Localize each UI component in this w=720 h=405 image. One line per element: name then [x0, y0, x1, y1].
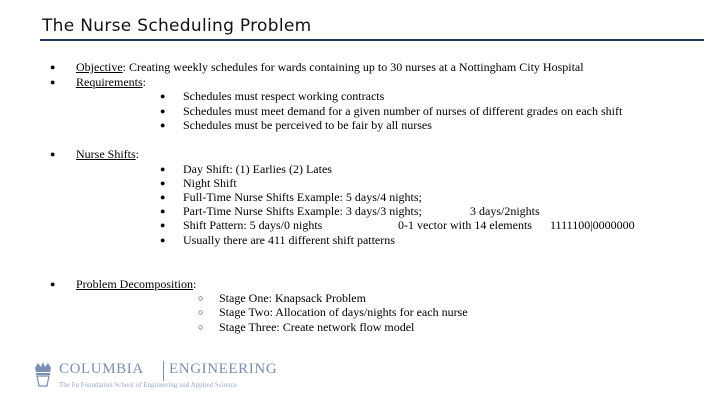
requirements-label: Requirements [76, 75, 143, 89]
bullet-icon: ● [160, 192, 166, 202]
decomposition-item: Stage Two: Allocation of days/nights for each nurse [219, 305, 468, 319]
logo-columbia: COLUMBIA [59, 361, 144, 377]
pattern-example: 1111100|0000000 [550, 218, 635, 232]
objective-text: : Creating weekly schedules for wards containing up to 30 nurses at a Nottingham City Hospital [122, 60, 584, 74]
logo-subtitle: The Fu Foundation School of Engineering and Applied Science [59, 381, 237, 389]
slide-title: The Nurse Scheduling Problem [42, 16, 312, 36]
hollow-bullet-icon: ○ [198, 307, 204, 317]
crown-crest-icon [33, 360, 53, 388]
shift-item: Part-Time Nurse Shifts Example: 3 days/3 nights; [183, 204, 422, 218]
bullet-icon: ● [160, 91, 166, 101]
decomposition-heading: Problem Decomposition: [76, 277, 197, 291]
logo-divider [163, 361, 164, 381]
columbia-engineering-logo [33, 358, 278, 394]
nurse-shifts-heading: Nurse Shifts: [76, 147, 140, 161]
requirements-heading: Requirements: [76, 75, 146, 89]
bullet-icon: ● [160, 220, 166, 230]
bullet-icon: ● [50, 62, 56, 72]
requirement-item: Schedules must respect working contracts [183, 89, 385, 103]
nurse-shifts-label: Nurse Shifts [76, 147, 136, 161]
shift-item: Usually there are 411 different shift patterns [183, 233, 395, 247]
decomposition-item: Stage One: Knapsack Problem [219, 291, 366, 305]
part-time-extra: 3 days/2nights [470, 204, 540, 218]
decomposition-item: Stage Three: Create network flow model [219, 320, 415, 334]
decomposition-label: Problem Decomposition [76, 277, 193, 291]
objective-label: Objective [76, 60, 123, 74]
hollow-bullet-icon: ○ [198, 293, 204, 303]
bullet-icon: ● [160, 164, 166, 174]
pattern-vector: 0-1 vector with 14 elements [398, 218, 532, 232]
bullet-icon: ● [50, 149, 56, 159]
bullet-icon: ● [160, 120, 166, 130]
logo-engineering: ENGINEERING [169, 361, 278, 377]
bullet-icon: ● [160, 235, 166, 245]
bullet-icon: ● [160, 178, 166, 188]
shift-item: Shift Pattern: 5 days/0 nights [183, 218, 323, 232]
bullet-icon: ● [50, 77, 56, 87]
hollow-bullet-icon: ○ [198, 322, 204, 332]
title-divider [40, 39, 704, 41]
shift-item: Full-Time Nurse Shifts Example: 5 days/4 nights; [183, 190, 422, 204]
bullet-icon: ● [160, 106, 166, 116]
objective-line [76, 60, 584, 74]
requirement-item: Schedules must be perceived to be fair by all nurses [183, 118, 432, 132]
shift-item: Day Shift: (1) Earlies (2) Lates [183, 162, 332, 176]
shift-item: Night Shift [183, 176, 237, 190]
bullet-icon: ● [50, 279, 56, 289]
requirement-item: Schedules must meet demand for a given number of nurses of different grades on each shift [183, 104, 623, 118]
bullet-icon: ● [160, 206, 166, 216]
